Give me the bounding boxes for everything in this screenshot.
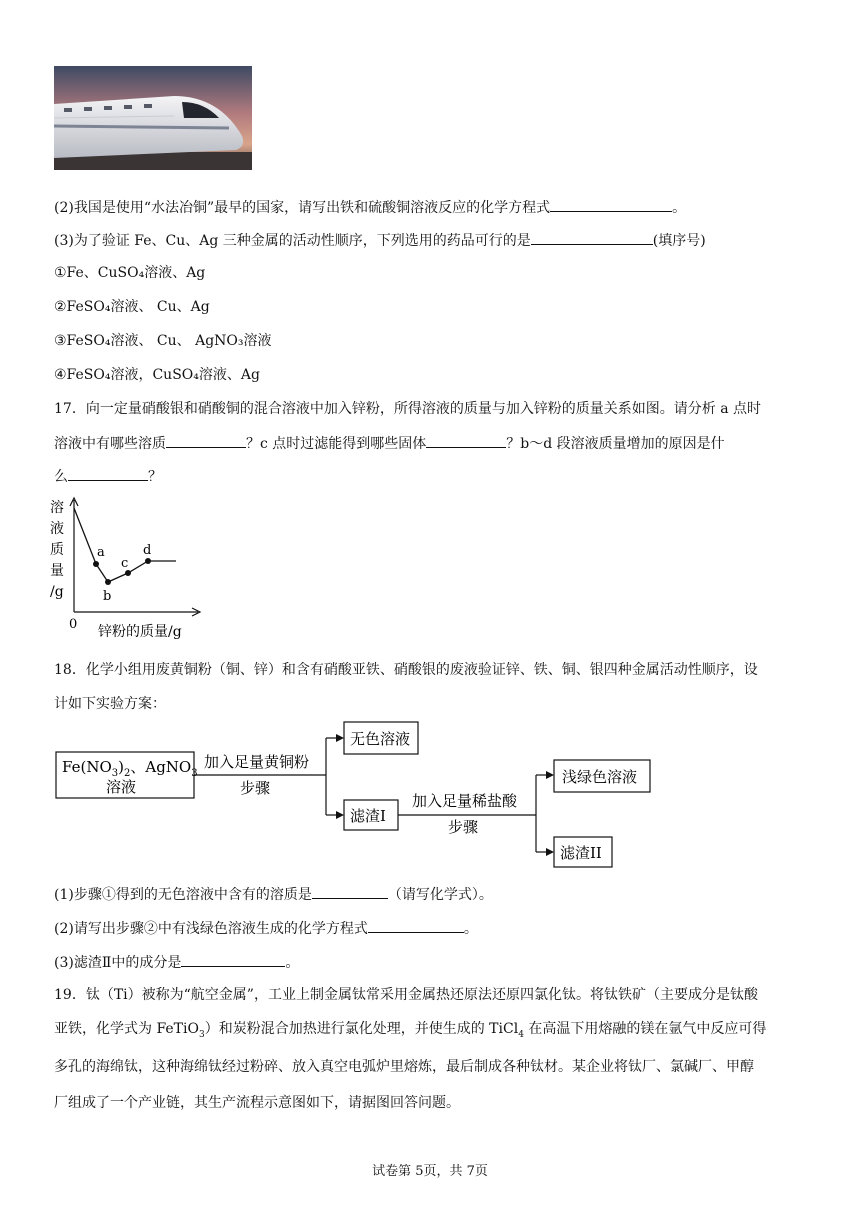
x-axis-label: 锌粉的质量/g: [98, 624, 182, 640]
high-speed-train-image: [54, 66, 252, 170]
point-d: [145, 558, 151, 564]
y-label-char: 溶: [50, 500, 64, 516]
label-b: b: [103, 589, 112, 604]
label-a: a: [97, 545, 105, 560]
page-footer: 试卷第 5页，共 7页: [372, 1164, 488, 1179]
q18-line2: 计如下实验方案：: [54, 696, 166, 712]
step1-reagent: 加入足量黄铜粉: [204, 753, 310, 771]
answer-blank[interactable]: [550, 196, 672, 212]
step2-label: 步骤: [448, 818, 479, 836]
q19-line1: 19．钛（Ti）被称为“航空金属”，工业上制金属钛常采用金属热还原法还原四氯化钛。将钛铁矿（主要成分是钛酸: [54, 987, 758, 1003]
answer-blank[interactable]: [426, 432, 506, 448]
origin-label: 0: [69, 617, 78, 632]
q17-line2: 溶液中有哪些溶质 ？c 点时过滤能得到哪些固体 ？b～d 段溶液质量增加的原因是什: [54, 432, 725, 454]
step2-reagent: 加入足量稀盐酸: [412, 792, 518, 810]
y-label-char: 量: [50, 563, 64, 579]
start-box-sub: 溶液: [106, 778, 137, 796]
solution-mass-graph: [48, 496, 208, 648]
q16-sub2: (2)我国是使用“水法冶铜”最早的国家，请写出铁和硫酸铜溶液反应的化学方程式 。: [54, 196, 686, 218]
q16-option-3: ③FeSO₄溶液、 Cu、 AgNO₃溶液: [54, 333, 272, 349]
start-formula: $Fe(NO_3)_2$、AgNO$_3$: [62, 758, 198, 779]
answer-blank[interactable]: [312, 883, 388, 899]
q18-line1: 18．化学小组用废黄铜粉（铜、锌）和含有硝酸亚铁、硝酸银的废液验证锌、铁、铜、银四种金属活动性顺序，设: [54, 662, 758, 678]
answer-blank[interactable]: [181, 951, 285, 967]
residue-1-label: 滤渣I: [350, 807, 386, 825]
q18-sub1: (1)步骤①得到的无色溶液中含有的溶质是 （请写化学式）。: [54, 883, 493, 905]
y-label-char: /g: [50, 584, 64, 600]
y-label-char: 液: [50, 521, 64, 537]
answer-blank[interactable]: [68, 465, 148, 481]
q16-option-4: ④FeSO₄溶液，CuSO₄溶液、Ag: [54, 367, 260, 383]
q16-option-1: ①Fe、CuSO₄溶液、Ag: [54, 265, 206, 281]
point-b: [105, 579, 111, 585]
y-label-char: 质: [50, 542, 64, 558]
q19-line4: 厂组成了一个产业链，其生产流程示意图如下，请据图回答问题。: [54, 1095, 460, 1111]
q18-sub3: (3)滤渣Ⅱ中的成分是 。: [54, 951, 299, 973]
experiment-flowchart: [50, 718, 670, 874]
light-green-solution-label: 浅绿色溶液: [562, 768, 638, 786]
q19-line3: 多孔的海绵钛，这种海绵钛经过粉碎、放入真空电弧炉里熔炼，最后制成各种钛材。某企业将钛厂、氯碱厂、甲醇: [54, 1059, 754, 1075]
colorless-solution-label: 无色溶液: [350, 730, 411, 748]
q19-line2: 亚铁，化学式为 FeTiO$_3$）和炭粉混合加热进行氯化处理，并使生成的 TiCl$_4$ 在高温下用熔融的镁在氩气中反应可得: [54, 1021, 767, 1040]
q18-sub2: (2)请写出步骤②中有浅绿色溶液生成的化学方程式 。: [54, 917, 478, 939]
q16-option-2: ②FeSO₄溶液、 Cu、Ag: [54, 299, 210, 315]
q16-sub3: (3)为了验证 Fe、Cu、Ag 三种金属的活动性顺序，下列选用的药品可行的是 (填序号): [54, 229, 706, 251]
q17-line1: 17．向一定量硝酸银和硝酸铜的混合溶液中加入锌粉，所得溶液的质量与加入锌粉的质量关系如图。请分析 a 点时: [54, 401, 762, 417]
step1-label: 步骤: [240, 779, 271, 797]
answer-blank[interactable]: [368, 917, 464, 933]
q17-line3: 么 ？: [54, 465, 162, 487]
residue-2-label: 滤渣II: [560, 844, 602, 862]
label-c: c: [121, 556, 129, 571]
answer-blank[interactable]: [166, 432, 246, 448]
point-a: [93, 561, 99, 567]
label-d: d: [143, 543, 152, 558]
answer-blank[interactable]: [531, 229, 653, 245]
